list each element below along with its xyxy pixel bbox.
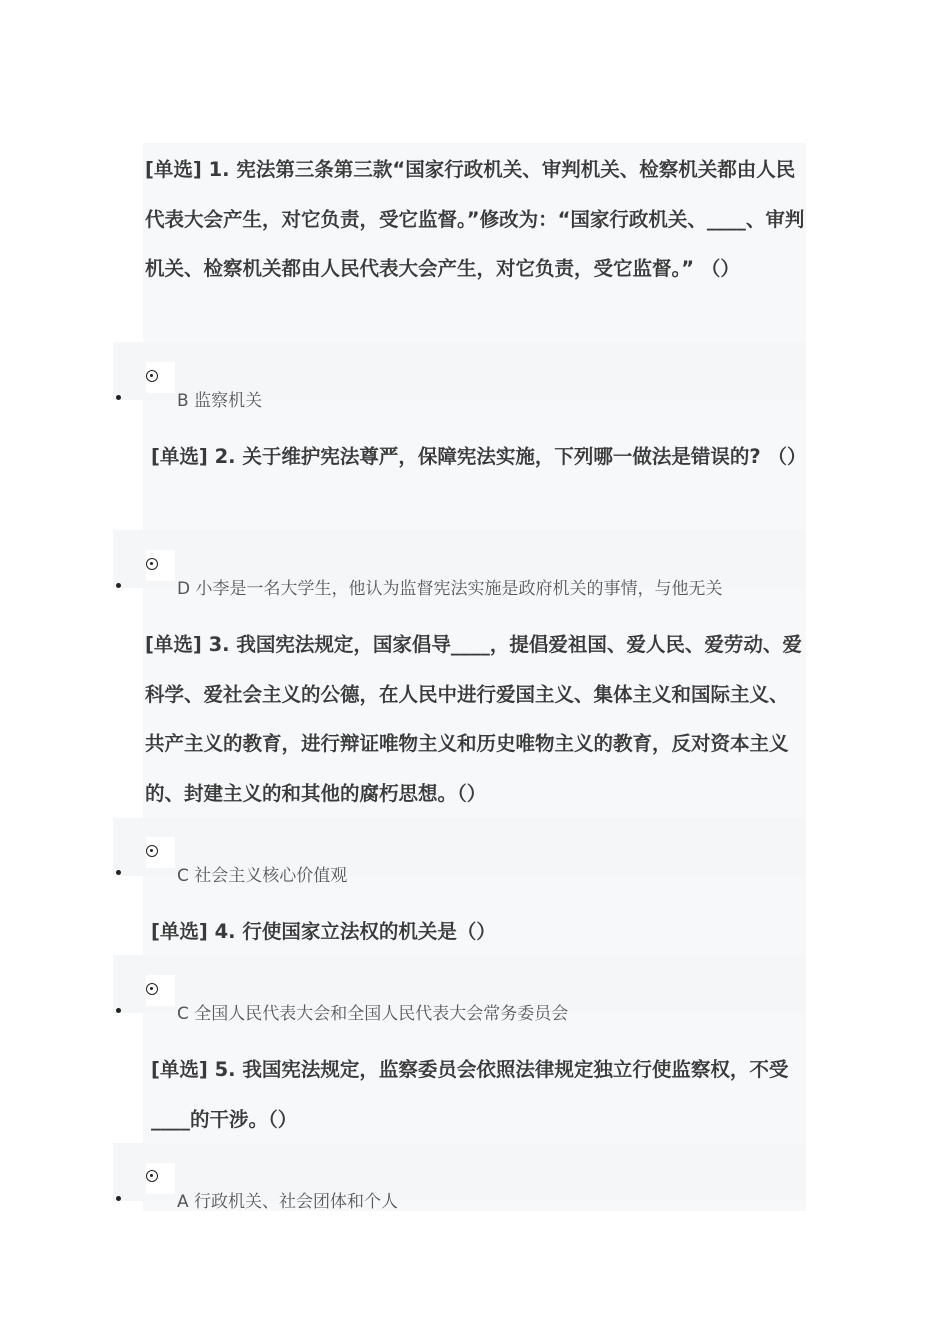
question-text: [单选] 5. 我国宪法规定，监察委员会依照法律规定独立行使监察权，不受____的干涉。（） [151,1058,789,1131]
answer-text: A 行政机关、社会团体和个人 [177,1192,399,1212]
question-text: [单选] 1. 宪法第三条第三款“国家行政机关、审判机关、检察机关都由人民代表大会产生，对它负责，受它监督。”修改为：“国家行政机关、____、审判机关、检察机关都由人民代表大会产生，对它负责，受它监督。” （） [145,158,805,280]
bullet-icon [116,870,121,875]
radio-selected-icon[interactable] [146,558,158,570]
answer-text: C 社会主义核心价值观 [177,866,348,886]
answer-text: D 小李是一名大学生，他认为监督宪法实施是政府机关的事情，与他无关 [177,579,723,599]
question-text: [单选] 4. 行使国家立法权的机关是（） [151,920,496,943]
radio-selected-icon[interactable] [146,1170,158,1182]
bullet-icon [116,1008,121,1013]
answer-text: C 全国人民代表大会和全国人民代表大会常务委员会 [177,1004,569,1024]
bullet-icon [116,583,121,588]
bullet-icon [116,1196,121,1201]
question-text: [单选] 3. 我国宪法规定，国家倡导____，提倡爱祖国、爱人民、爱劳动、爱科学、爱社会主义的公德，在人民中进行爱国主义、集体主义和国际主义、共产主义的教育，进行辩证唯物主义和历史唯物主义的教育，反对资本主义的、封建主义的和其他的腐朽思想。（） [145,633,802,805]
bullet-icon [116,395,121,400]
radio-selected-icon[interactable] [146,983,158,995]
question-text: [单选] 2. 关于维护宪法尊严，保障宪法实施，下列哪一做法是错误的? （） [151,445,807,468]
radio-selected-icon[interactable] [146,370,158,382]
radio-selected-icon[interactable] [146,845,158,857]
answer-text: B 监察机关 [177,391,263,411]
